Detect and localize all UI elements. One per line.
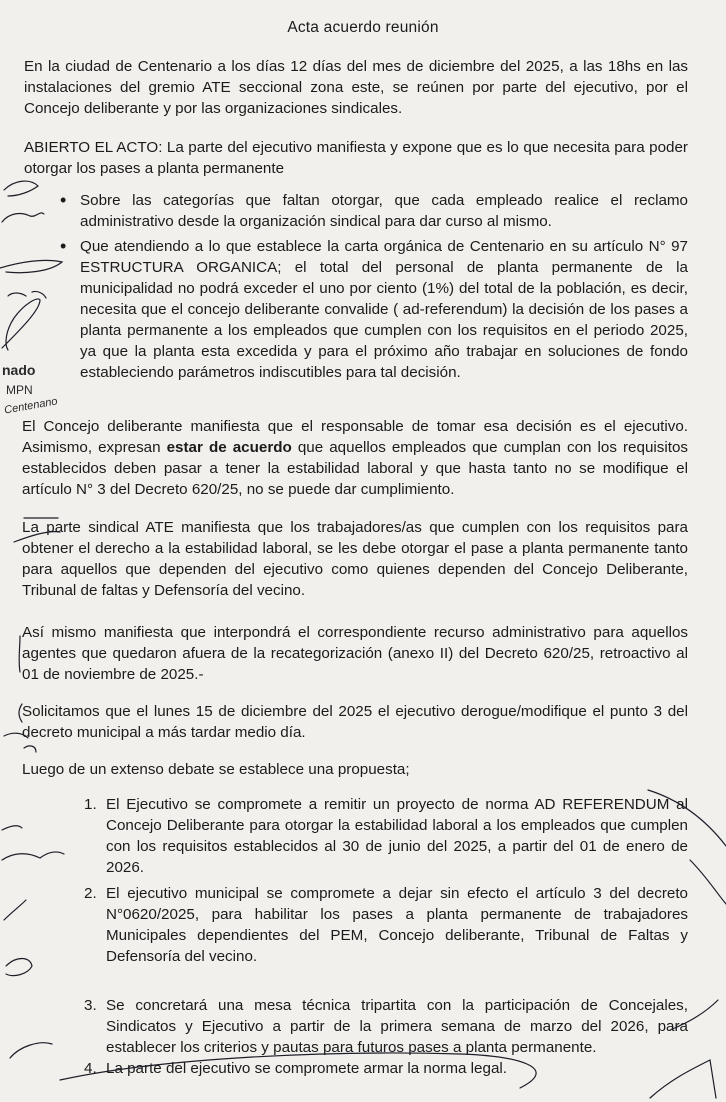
- signature-mark: [2, 826, 22, 830]
- item-number: 2.: [84, 885, 97, 902]
- item-number: 4.: [84, 1060, 97, 1077]
- signature-mark: [8, 291, 46, 298]
- signature-mark: [19, 636, 20, 672]
- list-item: [84, 1058, 688, 1079]
- concejo-bold-text: estar de acuerdo: [166, 439, 292, 456]
- item-text: Se concretará una mesa técnica tripartita con la participación de Concejales, Sindicatos y Ejecutivo a partir de la primera semana de marzo del 2026, para establecer los criterios y pautas para futuros pases a planta permanente.: [106, 997, 688, 1056]
- item-text: La parte del ejecutivo se compromete armar la norma legal.: [106, 1060, 507, 1077]
- signature-mark: [4, 900, 26, 920]
- item-text: El Ejecutivo se compromete a remitir un proyecto de norma AD REFERENDUM al Concejo Deliberante para otorgar la estabilidad laboral a los empleados que cumplen con los requisitos establecidos al 30 de junio del 2025, a partir del 01 de enero de 2026.: [106, 796, 688, 876]
- list-item: [84, 995, 688, 1058]
- item-number: 1.: [84, 796, 97, 813]
- list-item: • Que atendiendo a lo que establece la carta orgánica de Centenario en su artículo N° 97 ESTRUCTURA ORGANICA; el total del personal de planta permanente de la municipalidad no podrá exceder el uno por ciento (1%) del total de la población, es decir, necesita que el concejo deliberante convalide ( ad-referendum) la decisión de los pases a planta permanente a los empleados que cumplen con los requisitos en el periodo 2025, ya que la planta esta excedida y para el próximo año trabajar en soluciones de fondo estableciendo parámetros indiscutibles para tal decisión.: [60, 236, 688, 383]
- margin-note: nado: [2, 362, 36, 378]
- margin-note: Centenano: [3, 395, 59, 417]
- intro-paragraph: En la ciudad de Centenario a los días 12 días del mes de diciembre del 2025, a las 18hs en las instalaciones del gremio ATE seccional zona este, se reúnen por parte del ejecutivo, por el Concejo deliberante y por las organizaciones sindicales.: [24, 58, 688, 117]
- margin-note: MPN: [6, 383, 33, 397]
- list-item: [84, 794, 688, 878]
- signature-mark: [6, 959, 32, 976]
- debate-paragraph: Luego de un extenso debate se establece una propuesta;: [22, 761, 410, 778]
- document-title: Acta acuerdo reunión: [287, 19, 439, 36]
- signature-mark: [2, 852, 64, 860]
- item-number: 3.: [84, 997, 97, 1014]
- list-item: [84, 883, 688, 967]
- item-text: El ejecutivo municipal se compromete a dejar sin efecto el artículo 3 del decreto N°0620/2025, para habilitar los pases a planta permanente de trabajadores Municipales dependientes del PEM, Concejo deliberante, Tribunal de Faltas y Defensoría del vecino.: [106, 885, 688, 965]
- signature-mark: [2, 213, 44, 222]
- executive-points-list: [60, 190, 688, 383]
- list-item: • Sobre las categorías que faltan otorgar, que cada empleado realice el reclamo administrativo desde la organización sindical para dar curso al mismo.: [60, 190, 688, 232]
- signature-mark: [10, 1043, 52, 1058]
- signature-mark: [690, 860, 726, 904]
- solicitud-paragraph: Solicitamos que el lunes 15 de diciembre del 2025 el ejecutivo derogue/modifique el punto 3 del decreto municipal a más tardar medio día.: [22, 703, 688, 741]
- proposal-list: [84, 794, 688, 1079]
- recurso-paragraph: Así mismo manifiesta que interpondrá el correspondiente recurso administrativo para aquellos agentes que quedaron afuera de la recategorización (anexo II) del Decreto 620/25, retroactivo al 01 de noviembre de 2025.-: [22, 624, 688, 683]
- concejo-paragraph: [22, 416, 688, 500]
- concejo-text-start: El Concejo deliberante manifiesta que el responsable de tomar esa decisión es el ejecutivo. Asimismo, expresan: [22, 418, 688, 456]
- sindical-paragraph: La parte sindical ATE manifiesta que los trabajadores/as que cumplen con los requisitos para obtener el derecho a la estabilidad laboral, se les debe otorgar el pase a planta permanente tanto para aquellos que dependen del ejecutivo como quienes dependen del Concejo Deliberante, Tribunal de faltas y Defensoría del vecino.: [22, 519, 688, 599]
- opening-paragraph: ABIERTO EL ACTO: La parte del ejecutivo manifiesta y expone que es lo que necesita para poder otorgar los pases a planta permanente: [24, 139, 688, 177]
- signature-mark: [4, 181, 38, 196]
- signature-mark: [0, 260, 62, 272]
- signature-mark: [2, 299, 40, 350]
- concejo-text-end: que aquellos empleados que cumplan con los requisitos establecidos deben pasar a tener la estabilidad laboral y que hasta tanto no se modifique el artículo N° 3 del Decreto 620/25, no se puede dar cumplimiento.: [22, 439, 689, 498]
